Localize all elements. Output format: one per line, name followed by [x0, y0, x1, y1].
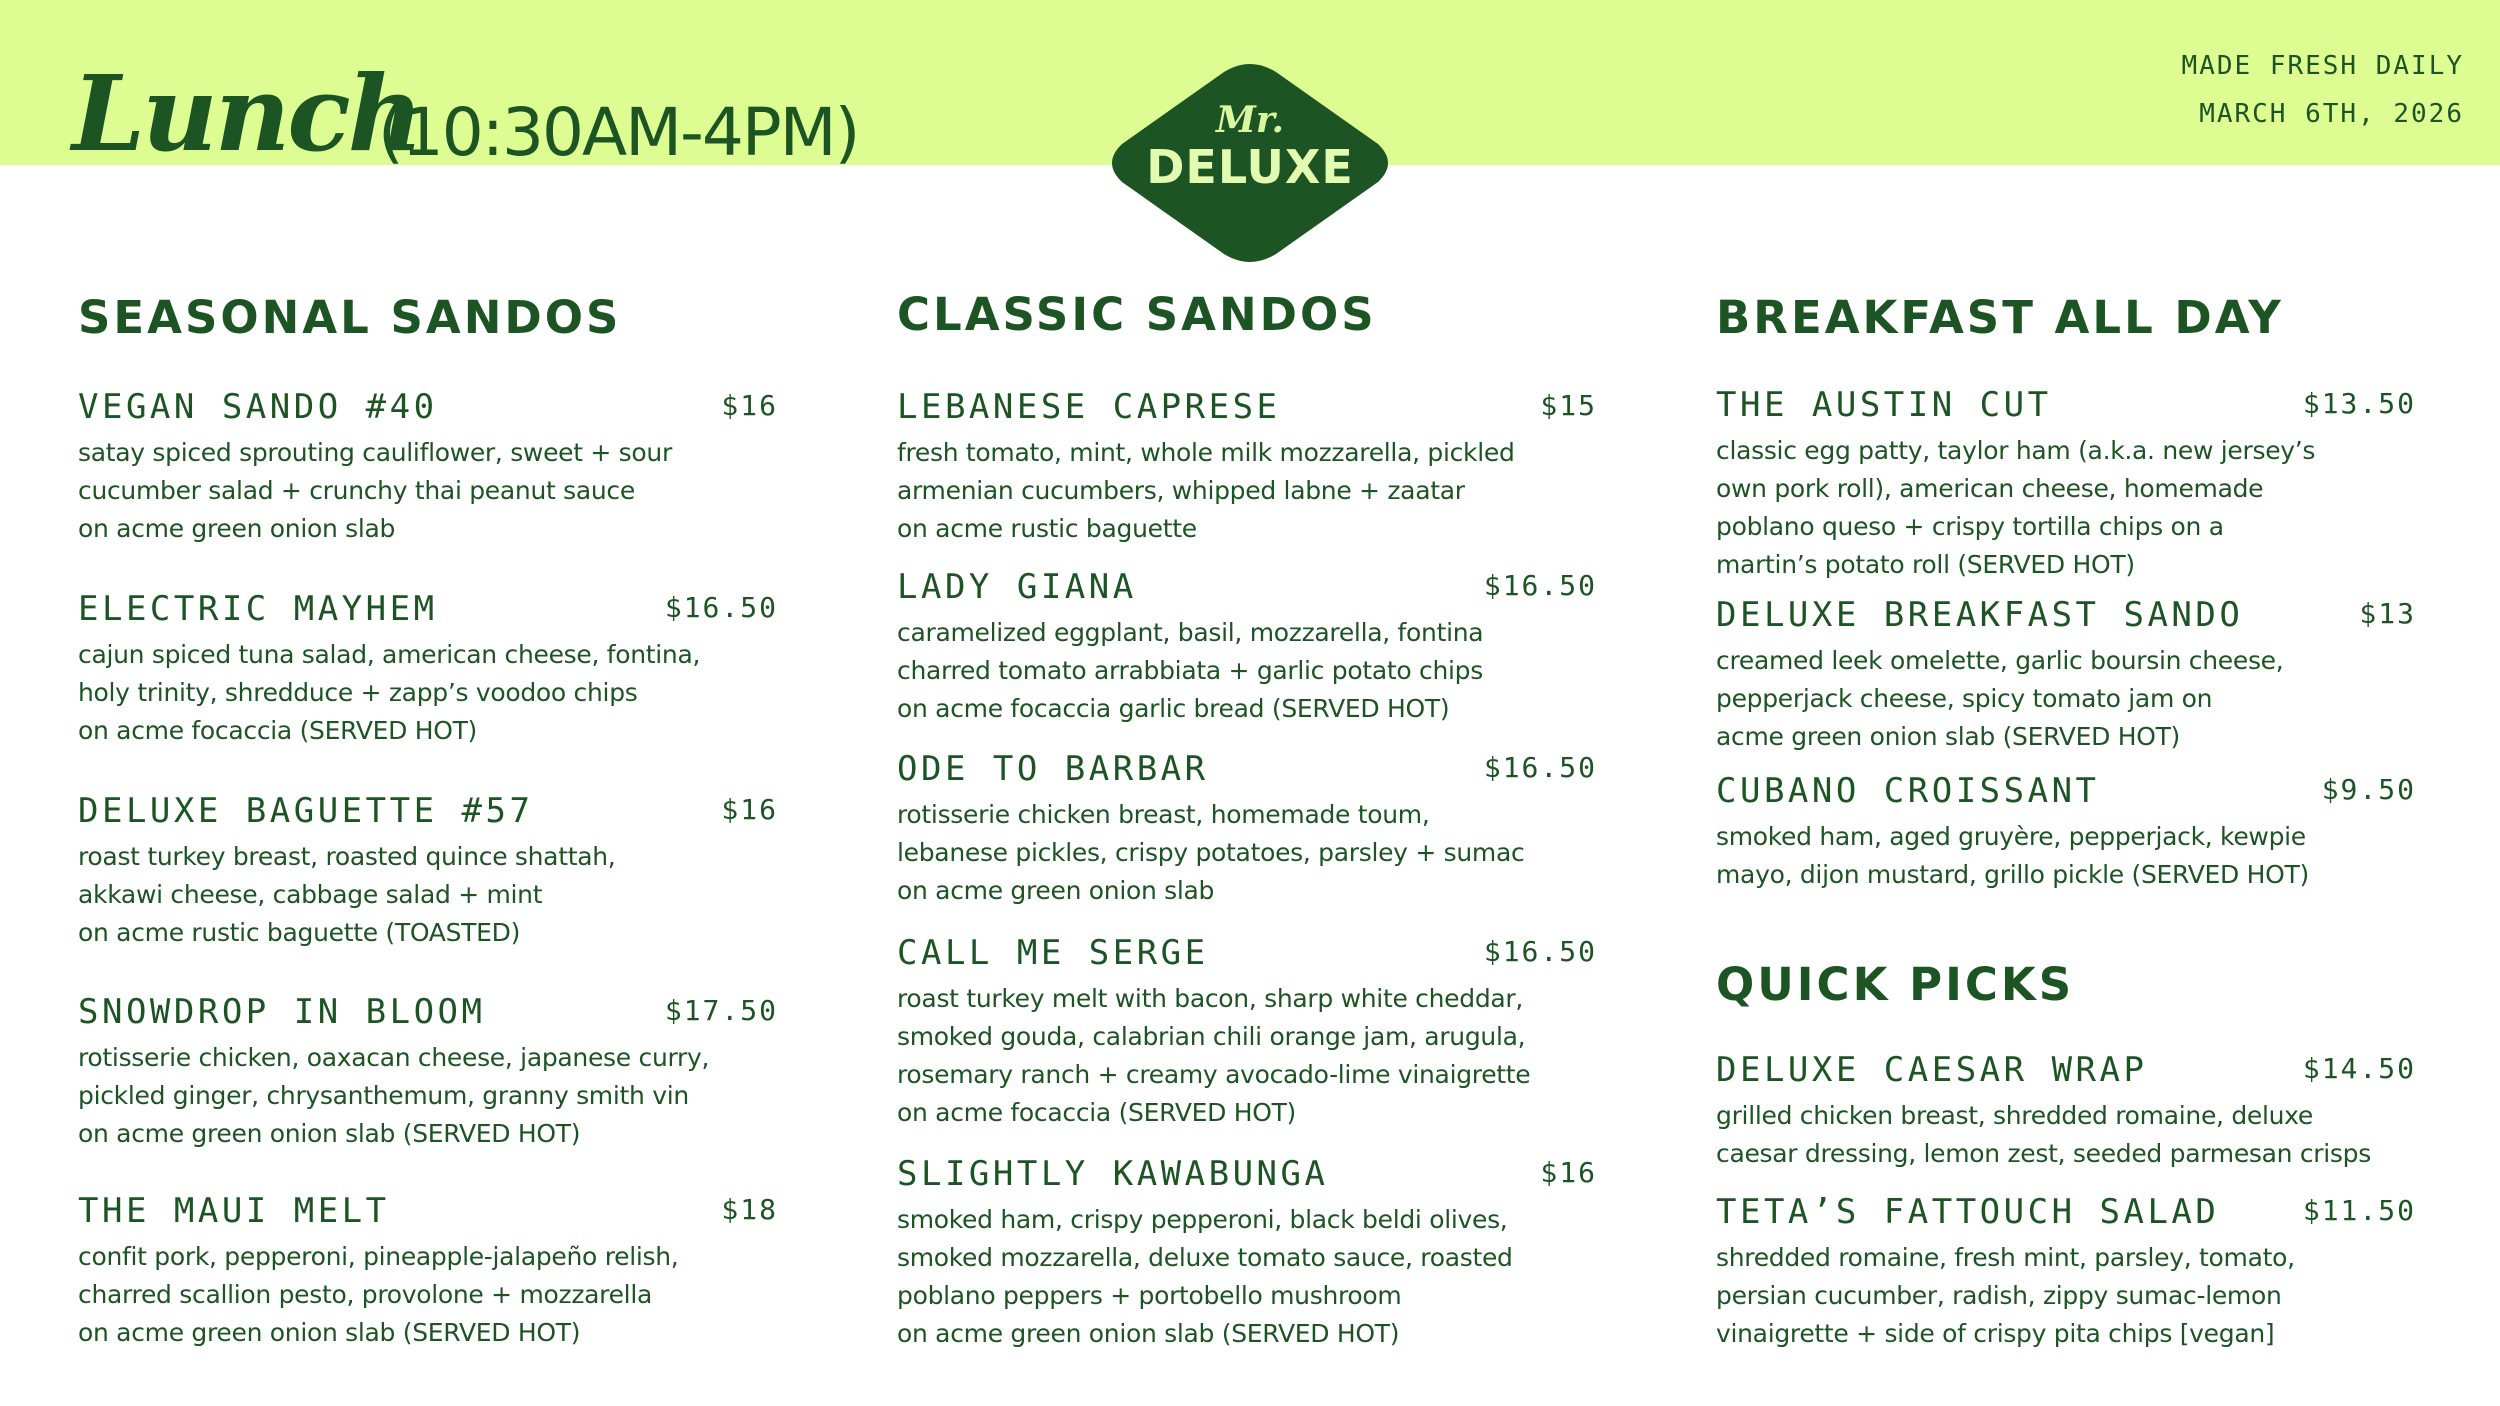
menu-item-slightly-kawabunga: [897, 1154, 1597, 1357]
item-price: $15: [1540, 389, 1597, 422]
item-description: rotisserie chicken, oaxacan cheese, japanese curry, pickled ginger, chrysanthemum, granny smith vin on acme green onion slab (SERVED HOT): [78, 1043, 710, 1148]
item-price: $16.50: [1483, 935, 1597, 968]
menu-item-cubano-croissant: [1716, 771, 2416, 894]
item-name: SNOWDROP IN BLOOM: [78, 992, 486, 1032]
section-title-classic-sandos: CLASSIC SANDOS: [897, 288, 1377, 341]
menu-title: Lunch: [72, 52, 421, 175]
item-price: $16.50: [1483, 751, 1597, 784]
item-description: smoked ham, aged gruyère, pepperjack, kewpie mayo, dijon mustard, grillo pickle (SERVED HOT): [1716, 822, 2309, 889]
menu-hours: (10:30AM-4PM): [378, 94, 859, 171]
item-name: ODE TO BARBAR: [897, 749, 1209, 789]
menu-item-deluxe-breakfast-sando: [1716, 595, 2416, 758]
menu-item-call-me-serge: [897, 933, 1597, 1136]
item-description: shredded romaine, fresh mint, parsley, tomato, persian cucumber, radish, zippy sumac-lemon vinaigrette + side of crispy pita chips [vegan]: [1716, 1243, 2295, 1348]
item-description: smoked ham, crispy pepperoni, black beldi olives, smoked mozzarella, deluxe tomato sauce, roasted poblano peppers + portobello mushroom on acme green onion slab (SERVED HOT): [897, 1205, 1513, 1348]
tagline: MADE FRESH DAILY: [2181, 51, 2464, 81]
section-title-quick-picks: QUICK PICKS: [1716, 958, 2075, 1011]
item-price: $16: [1540, 1156, 1597, 1189]
item-price: $17.50: [664, 994, 778, 1027]
menu-item-lebanese-caprese: [897, 387, 1597, 550]
item-price: $16.50: [1483, 569, 1597, 602]
header-info: [2182, 42, 2464, 138]
menu-item-vegan-sando: [78, 387, 778, 550]
item-price: $9.50: [2321, 773, 2416, 806]
item-name: ELECTRIC MAYHEM: [78, 589, 438, 629]
item-description: caramelized eggplant, basil, mozzarella, fontina charred tomato arrabbiata + garlic potato chips on acme focaccia garlic bread (SERVED HOT): [897, 618, 1484, 723]
brand-logo: [1106, 64, 1394, 262]
item-description: roast turkey breast, roasted quince shattah, akkawi cheese, cabbage salad + mint on acme rustic baguette (TOASTED): [78, 842, 616, 947]
item-name: THE MAUI MELT: [78, 1191, 390, 1231]
item-price: $13: [2359, 597, 2416, 630]
section-title-breakfast-all-day: BREAKFAST ALL DAY: [1716, 291, 2284, 344]
item-price: $18: [721, 1193, 778, 1226]
item-name: LADY GIANA: [897, 567, 1137, 607]
item-price: $16: [721, 793, 778, 826]
item-description: creamed leek omelette, garlic boursin cheese, pepperjack cheese, spicy tomato jam on acme green onion slab (SERVED HOT): [1716, 646, 2284, 751]
item-description: satay spiced sprouting cauliflower, sweet + sour cucumber salad + crunchy thai peanut sauce on acme green onion slab: [78, 438, 672, 543]
item-name: VEGAN SANDO #40: [78, 387, 438, 427]
menu-item-electric-mayhem: [78, 589, 778, 752]
menu-item-deluxe-caesar-wrap: [1716, 1050, 2416, 1173]
item-name: DELUXE BREAKFAST SANDO: [1716, 595, 2244, 635]
menu-item-lady-giana: [897, 567, 1597, 730]
item-description: cajun spiced tuna salad, american cheese, fontina, holy trinity, shredduce + zapp’s voodoo chips on acme focaccia (SERVED HOT): [78, 640, 701, 745]
menu-item-tetas-fattouch-salad: [1716, 1192, 2416, 1355]
section-title-seasonal-sandos: SEASONAL SANDOS: [78, 291, 622, 344]
item-description: grilled chicken breast, shredded romaine, deluxe caesar dressing, lemon zest, seeded parmesan crisps: [1716, 1101, 2371, 1168]
menu-item-snowdrop-in-bloom: [78, 992, 778, 1155]
menu-date: MARCH 6TH, 2026: [2199, 99, 2464, 129]
item-price: $13.50: [2302, 387, 2416, 420]
item-name: DELUXE CAESAR WRAP: [1716, 1050, 2148, 1090]
logo-deluxe-text: DELUXE: [1146, 140, 1354, 194]
item-description: roast turkey melt with bacon, sharp white cheddar, smoked gouda, calabrian chili orange jam, arugula, rosemary ranch + creamy avocado-lime vinaigrette on acme focaccia (SERVED HOT): [897, 984, 1531, 1127]
item-description: confit pork, pepperoni, pineapple-jalapeño relish, charred scallion pesto, provolone + mozzarella on acme green onion slab (SERVED HOT): [78, 1242, 679, 1347]
item-name: CUBANO CROISSANT: [1716, 771, 2100, 811]
item-price: $16.50: [664, 591, 778, 624]
menu-item-austin-cut: [1716, 385, 2416, 588]
item-price: $11.50: [2302, 1194, 2416, 1227]
item-description: rotisserie chicken breast, homemade toum, lebanese pickles, crispy potatoes, parsley + sumac on acme green onion slab: [897, 800, 1525, 905]
item-name: THE AUSTIN CUT: [1716, 385, 2052, 425]
item-description: fresh tomato, mint, whole milk mozzarella, pickled armenian cucumbers, whipped labne + zaatar on acme rustic baguette: [897, 438, 1515, 543]
item-name: CALL ME SERGE: [897, 933, 1209, 973]
menu-item-deluxe-baguette: [78, 791, 778, 954]
item-name: DELUXE BAGUETTE #57: [78, 791, 534, 831]
item-price: $16: [721, 389, 778, 422]
menu-item-maui-melt: [78, 1191, 778, 1354]
item-name: TETA’S FATTOUCH SALAD: [1716, 1192, 2220, 1232]
menu-item-ode-to-barbar: [897, 749, 1597, 912]
item-price: $14.50: [2302, 1052, 2416, 1085]
logo-mr-text: Mr.: [1215, 99, 1285, 141]
item-name: SLIGHTLY KAWABUNGA: [897, 1154, 1329, 1194]
item-description: classic egg patty, taylor ham (a.k.a. new jersey’s own pork roll), american cheese, homemade poblano queso + crispy tortilla chips on a martin’s potato roll (SERVED HOT): [1716, 436, 2316, 579]
item-name: LEBANESE CAPRESE: [897, 387, 1281, 427]
